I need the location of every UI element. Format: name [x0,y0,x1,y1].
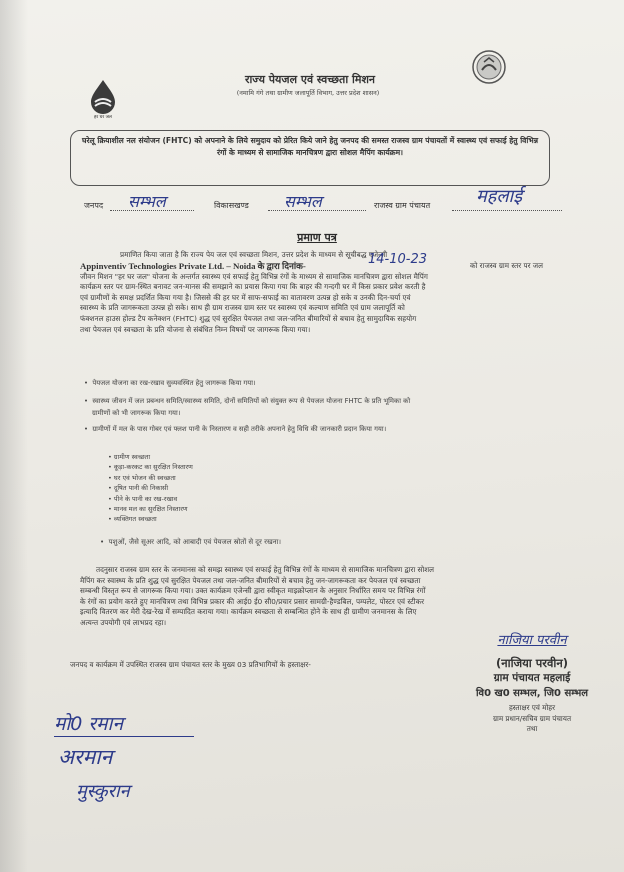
bullet-text: पेयजल योजना का रख-रखाव सुव्यवस्थित हेतु जागरूक किया गया। [92,379,256,387]
bullet-item: • ग्रामीणों में मल के पास गोबर एवं फ्लश पानी के निस्तारण व सही तरीके अपनाने हेतु विधि की जानकारी प्रदान किया गया। [84,425,387,433]
list-item: • कूड़ा-करकट का सुरक्षित निस्तारण [108,462,308,472]
district-value: सम्भल [128,192,166,211]
agency-name: Appinventiv Technologies Private Ltd. – Noida के द्वारा दिनांक- [80,260,306,271]
signatory-block [452,630,612,735]
village-value: महलाई [476,186,523,207]
participant-signature: अरमान [58,745,113,769]
para1-line: जीवन मिशन "हर घर जल" योजना के अन्तर्गत स्वास्थ्य एवं सफाई हेतु विभिन्न रंगों के माध्यम से सामाजिक मानचित्रण द्वारा सोशल मैपिंग [80,271,428,281]
para1-line: कार्यक्रम स्तर पर ग्राम-स्थित बनावट जन-मानस की समझाने का प्रयास किया गया कि बाहर की गन्दगी घर में किस प्रकार प्रवेश करती है [80,282,426,292]
list-item: • पीने के पानी का रख-रखाव [108,494,308,504]
para2-line: के रंगों का प्रयोग करते हुए मानचित्रण तथा विभिन्न प्रकार की आई0 ई0 सी0/प्रचार प्रसार सामग्री-हैण्डबिल, पम्पलेट, पोस्टर एवं स्टीकर [80,596,425,606]
district-dotted-line [110,210,194,211]
list-item: • ग्रामीण स्वच्छता [108,452,308,462]
para2-line: मैपिंग कर स्वास्थ्य के प्रति शुद्ध एवं सुरक्षित पेयजल तथा जल-जनित बीमारियों से बचाव हेतु जन-जागरूकता कर पेयजल एवं स्वच्छता [80,575,421,585]
certificate-paragraph-2 [80,565,556,629]
water-mission-logo-icon [86,78,120,120]
para1-line: प्रमाणित किया जाता है कि राज्य पेय जल एवं स्वच्छता मिशन, उत्तर प्रदेश के माध्यम से सूचीबद्ध एजेन्सी [120,250,388,259]
department-title: राज्य पेयजल एवं स्वच्छता मिशन [244,73,376,86]
para1-line: फंक्शनल हाउस होल्ड टैप कनेक्शन (FHTC) शुद्ध एवं सुरक्षित पेयजल तथा जल-जनित बीमारियों से बचाव हेतु सामुदायिक सहयोग [80,313,417,323]
logo-caption: हर घर जल [94,115,112,120]
para2-line: सम्बन्धी विस्तृत रूप से जागरूक किया गया। उक्त कार्यक्रम एजेन्सी द्वारा स्वीकृत माइक्रोप्लान के अनुसार निर्धारित समय पर विभिन्न रंगों [80,586,426,596]
bullet-text: स्वास्थ्य जीवन में जल प्रबन्धन समिति/स्वास्थ्य समिति, दोनों समितियों को संयुक्त रूप से पेयजल योजना FHTC के प्रति भूमिका को [92,397,411,405]
certificate-paragraph-1 [80,250,556,335]
list-item: • मानव मल का सुरक्षित निस्तारण [108,504,308,514]
participant-signatures [54,710,254,803]
topics-list [108,452,308,525]
signatory-block-line: वि0 ख0 सम्भल, जि0 सम्भल [475,688,589,699]
bullet-item: • पशुओं, जैसे सूअर आदि, को आबादी एवं पेयजल स्रोतों से दूर रखना। [100,538,282,546]
participants-label: जनपद व कार्यक्रम में उपस्थित राजस्व ग्राम पंचायत स्तर के मुख्य 03 प्रतिभागियों के हस्ताक्षर- [70,660,311,669]
list-item: • व्यक्तिगत स्वच्छता [108,514,308,524]
district-label: जनपद [84,201,104,210]
signatory-caption: हस्ताक्षर एवं मोहर [508,703,556,712]
para1-line: एवं ग्रामीणों के समक्ष प्रदर्शित किया गया है। जिससे की हर घर में साफ-सफाई का वातावरण उत्पन्न हो सके व उनकी दिन-चर्या एवं [80,292,411,302]
signature: नाजिया परवीन [497,633,567,648]
list-item: • घर एवं भोजन की स्वच्छता [108,473,308,483]
department-subtitle: (नमामि गंगे तथा ग्रामीण जलापूर्ति विभाग, उत्तर प्रदेश शासन) [236,89,380,97]
participant-signature: मो0 रमान [54,710,194,737]
block-value: सम्भल [284,192,322,211]
bullet-item: • स्वास्थ्य जीवन में जल प्रबन्धन समिति/स्वास्थ्य समिति, दोनों समितियों को संयुक्त रूप से पेयजल योजना FHTC के प्रति भूमिका को [84,397,411,405]
program-date: 14-10-23 [368,251,428,267]
signatory-name: (नाजिया परवीन) [495,656,569,670]
signatory-caption: तथा [526,724,538,734]
signatory-caption: ग्राम प्रधान/सचिव ग्राम पंचायत [492,713,572,723]
bullet-text: पशुओं, जैसे सूअर आदि, को आबादी एवं पेयजल स्रोतों से दूर रखना। [108,538,282,546]
bullet-text: ग्रामीणों में मल के पास गोबर एवं फ्लश पानी के निस्तारण व सही तरीके अपनाने हेतु विधि की जानकारी प्रदान किया गया। [92,425,387,433]
block-dotted-line [268,210,366,211]
certificate-title: प्रमाण पत्र [297,231,337,244]
bullet-item: • पेयजल योजना का रख-रखाव सुव्यवस्थित हेतु जागरूक किया गया। [84,379,256,387]
para2-line: इत्यादि वितरण कर मेरी देख-रेख में सम्पादित कराया गया। कार्यक्रम स्वच्छता से सम्बन्धित होने के साथ ही ग्रामीण जनमानस के लिए [80,607,417,617]
signatory-designation: ग्राम पंचायत महलाई [493,672,571,684]
page-shadow [0,0,28,872]
location-fields [84,186,584,212]
up-emblem-icon [472,48,506,86]
para2-line: अत्यन्त उपयोगी एवं लाभप्रद रहा। [80,617,167,627]
village-label: राजस्व ग्राम पंचायत [374,201,431,210]
list-item: • दूषित पानी की निकासी [108,483,308,493]
program-banner: घरेलू क्रियाशील नल संयोजन (FHTC) को अपनाने के लिये समुदाय को प्रेरित किये जाने हेतु जनपद की समस्त राजस्व ग्राम पंचायतों में स्वास्थ्य एवं सफाई हेतु विभिन्न रंगों के माध्यम से सामाजिक मानचित्रण द्वारा सोशल मैपिंग कार्यक्रम। [70,130,550,186]
para1-line: को राजस्व ग्राम स्तर पर जल [470,260,544,270]
bullet-continuation: ग्रामीणों को भी जागरूक किया गया। [92,409,181,417]
para1-line: स्वास्थ्य के प्रति जागरूकता उत्पन्न हो सके। साथ ही ग्राम राजस्व ग्राम स्तर पर स्वास्थ्य एवं कल्याण समिति एवं ग्राम जलापूर्ति को [80,303,405,313]
village-dotted-line [452,210,562,211]
participant-signature: मुस्कुरान [76,781,130,802]
para1-line: तथा पेयजल एवं स्वच्छता के प्रति योजना से संबंधित निम्न विषयों पर जागरूक किया गया। [80,324,311,334]
para2-line: तदनुसार राजस्व ग्राम स्तर के जनमानस को समझ स्वास्थ्य एवं सफाई हेतु विभिन्न रंगों के माध्यम से सामाजिक मानचित्रण द्वारा सोशल [96,565,435,574]
block-label: विकासखण्ड [214,201,249,210]
